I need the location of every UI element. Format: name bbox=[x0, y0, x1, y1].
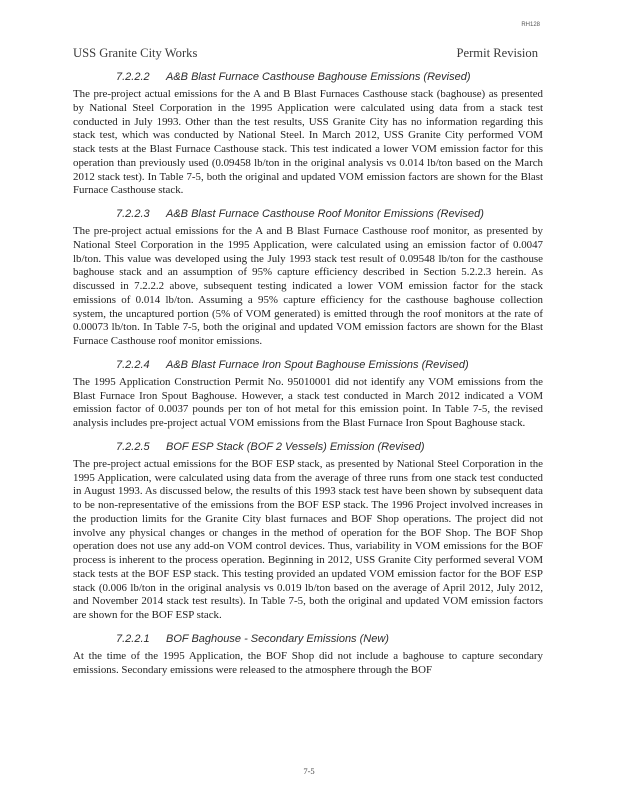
section-heading bbox=[116, 71, 543, 83]
page-stamp: RH128 bbox=[521, 22, 540, 28]
header-facility: USS Granite City Works bbox=[73, 46, 198, 60]
running-header bbox=[73, 46, 538, 61]
section-number: 7.2.2.5 bbox=[116, 440, 150, 453]
section-number: 7.2.2.2 bbox=[116, 71, 150, 83]
section-heading bbox=[116, 441, 543, 453]
section-number: 7.2.2.1 bbox=[116, 632, 150, 645]
section-title: A&B Blast Furnace Iron Spout Baghouse Emissions (Revised) bbox=[166, 358, 469, 371]
section-title: A&B Blast Furnace Casthouse Roof Monitor Emissions (Revised) bbox=[166, 208, 484, 220]
section-paragraph: The 1995 Application Construction Permit No. 95010001 did not identify any VOM emissions from the Blast Furnace Iron Spout Baghouse. However, a stack test conducted in March 2012 indicated a VOM emission factor of 0.0037 pounds per ton of hot metal for this emission point. In Table 7-5, the revised analysis includes pre-project actual VOM emissions from the Blast Furnace Iron Spout Baghouse stack. bbox=[73, 375, 543, 429]
page-number: 7-5 bbox=[303, 766, 315, 776]
section-title: BOF ESP Stack (BOF 2 Vessels) Emission (Revised) bbox=[166, 440, 425, 453]
section-heading bbox=[116, 359, 543, 371]
section-paragraph: At the time of the 1995 Application, the BOF Shop did not include a baghouse to capture secondary emissions. Secondary emissions were released to the atmosphere through the BOF bbox=[73, 649, 543, 676]
page-content bbox=[73, 71, 543, 687]
section-heading bbox=[116, 633, 543, 645]
section-paragraph: The pre-project actual emissions for the A and B Blast Furnace Casthouse roof monitor, as presented by National Steel Corporation in the 1995 Application, were calculated using an emission factor of 0.0047 lb/ton. This value was developed using the July 1993 stack test result of 0.09548 lb/ton for the casthouse baghouse stack and an assumption of 95% capture efficiency described in Section 5.2.2.3 herein. As discussed in 7.2.2.2 above, subsequent testing indicated a lower VOM emission factor for the stack emissions of 0.014 lb/ton. Assuming a 95% capture efficiency for the casthouse baghouse collection system, the uncaptured portion (5% of VOM generated) is emitted through the roof monitors at the rate of 0.00073 lb/ton. In Table 7-5, both the original and updated VOM emission factors are shown for the Blast Furnace Casthouse roof monitor emissions. bbox=[73, 225, 543, 347]
section-number: 7.2.2.3 bbox=[116, 208, 150, 220]
section-title: BOF Baghouse - Secondary Emissions (New) bbox=[166, 632, 389, 645]
section-heading bbox=[116, 208, 543, 220]
header-document-type: Permit Revision bbox=[456, 46, 538, 60]
section-number: 7.2.2.4 bbox=[116, 358, 150, 371]
section-paragraph: The pre-project actual emissions for the BOF ESP stack, as presented by National Steel Corporation in the 1995 Application, were calculated using data from the average of three runs from one stack test conducted in August 1993. As discussed below, the results of this 1993 stack test have been shown by subsequent data to be non-representative of the emissions from the BOF ESP stack. The 1996 Project involved increases in the production limits for the Granite City blast furnaces and BOF Shop operations. The project did not involve any physical changes or changes in the method of operation for the BOF Shop. The BOF Shop operation does not use any add-on VOM control devices. Thus, variability in VOM emissions for the BOF process is inherent to the process operation. Beginning in 2012, USS Granite City performed several VOM stack tests at the BOF ESP stack. This testing provided an updated VOM emission factor for the BOF ESP stack (0.006 lb/ton in the original analysis vs 0.019 lb/ton based on the average of April 2012, July 2012, and November 2014 stack test results). In Table 7-5, both the original and updated VOM emission factors are shown for the BOF ESP stack. bbox=[73, 457, 543, 621]
section-title: A&B Blast Furnace Casthouse Baghouse Emissions (Revised) bbox=[166, 71, 471, 83]
section-paragraph: The pre-project actual emissions for the A and B Blast Furnaces Casthouse stack (baghouse) as presented by National Steel Corporation in the 1995 Application were calculated using data from a stack test conducted in July 1993. Other than the test results, USS Granite City has no information regarding this stack test, which was conducted by National Steel. In March 2012, USS Granite City performed VOM stack tests at the Blast Furnace Casthouse stack. This test indicated a lower VOM emission factor for this operation than previously used (0.09458 lb/ton in the original analysis vs 0.014 lb/ton based on the March 2012 stack test). In Table 7-5, both the original and updated VOM emission factors are shown for the Blast Furnace Casthouse stack. bbox=[73, 88, 543, 197]
